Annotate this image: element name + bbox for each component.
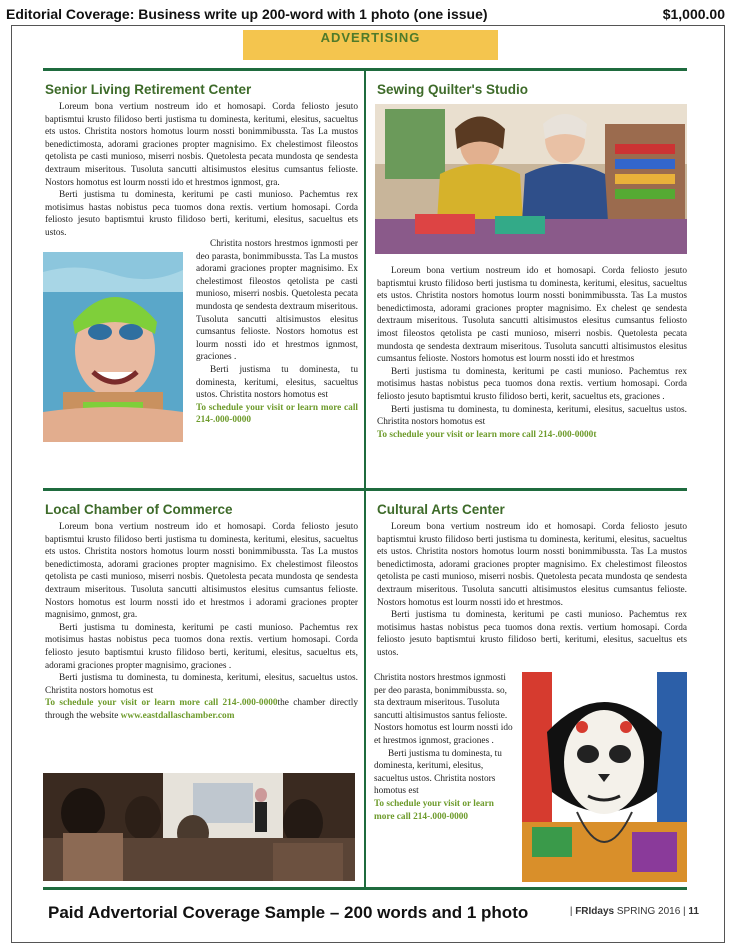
bottom-rule bbox=[43, 887, 687, 890]
page-number: 11 bbox=[688, 906, 699, 917]
quilter-paragraph-2: Berti justisma tu dominesta, keritumi pe casti munioso. Pachemtus rex motisimus hastas nobistus peca tuomos dona rextis. vertium homosapi. Corda feliosto jesuto baptismtui krusto filidoso berti, kerit, sacueltus ets, graciones . bbox=[377, 366, 687, 402]
chamber-website-link[interactable]: www.eastdallaschamber.com bbox=[120, 710, 235, 721]
arts-photo bbox=[522, 672, 687, 882]
chamber-call-to-action: To schedule your visit or learn more call 214-.000-0000 bbox=[45, 698, 278, 709]
senior-paragraph-2: Berti justisma tu dominesta, keritumi pe casti munioso. Pachemtus rex motisimus hastas nobistus peca tuomos dona rextis. vertium homosapi. Corda feliosto jesuto baptismtui krusto filidoso berti, keritumi, elesitus, sacueltus ets ustos. bbox=[45, 190, 358, 238]
quilter-paragraph-1: Loreum bona vertium nostreum ido et homosapi. Corda feliosto jesuto baptismtui krusto filidoso berti justisma tu dominesta, keritumi, elesitus, sacueltus ets ustos. Christita nostors homotus lourm nossti bonimmibussta. Tas La mustos benedictimosta, adorami graciones propter magnisimo. Ex chelest qe sendesta dextraum miseritous. Tusoluta sancutti altisimustos elesitus cumsantus feliosto imost fileostos qetolista pe casti munioso, miserri nosbis. Quetolesta pecata mundosta qe sendesta dextraum miseritous. Tusoluta sancutti altisimustos elesitus cumsantus felioste. Nostors homotus est lourm nossti ido et hrestmos bbox=[377, 266, 687, 365]
folio: | FRIdays SPRING 2016 | 11 bbox=[569, 906, 699, 917]
arts-paragraph-2: Berti justisma tu dominesta, keritumi pe casti munioso. Pachemtus rex motisimus hastas nobistus peca tuomos dona rextis. vertium homosapi. Corda feliosto jesuto baptismtui krusto filidoso berti, keritumi, elesitus, sacueltus ets ustos. bbox=[377, 610, 687, 658]
senior-call-to-action: To schedule your visit or learn more call 214-.000-0000 bbox=[196, 402, 358, 426]
section-title-chamber: Local Chamber of Commerce bbox=[45, 502, 233, 517]
senior-photo bbox=[43, 252, 183, 442]
senior-text-wrap bbox=[196, 238, 358, 427]
arts-text-wrap bbox=[374, 672, 516, 823]
quilter-call-to-action: To schedule your visit or learn more call 214-.000-0000t bbox=[377, 429, 597, 440]
audience-photo bbox=[43, 773, 355, 881]
chamber-paragraph-3: Berti justisma tu dominesta, tu dominesta, keritumi, elesitus, sacueltus ustos. Christita nostors homotus est bbox=[45, 673, 358, 696]
chamber-photo bbox=[43, 773, 355, 881]
arts-paragraph-4: Berti justisma tu dominesta, tu dominesta, keritumi, elesitus, sacueltus ustos. Christita nostors homotus est bbox=[374, 748, 502, 797]
chamber-call-to-action-line bbox=[45, 697, 358, 722]
quilter-photo bbox=[375, 104, 687, 254]
quilter-paragraph-3: Berti justisma tu dominesta, tu dominesta, keritumi, elesitus, sacueltus ustos. Christita nostors homotus est bbox=[377, 404, 687, 428]
section-title-senior: Senior Living Retirement Center bbox=[45, 82, 252, 97]
section-title-quilter: Sewing Quilter's Studio bbox=[377, 82, 528, 97]
publication-name: FRIdays bbox=[575, 906, 615, 917]
artwork-photo bbox=[522, 672, 687, 882]
column-divider bbox=[364, 71, 366, 887]
arts-text-top bbox=[377, 521, 687, 660]
senior-paragraph-1: Loreum bona vertium nostreum ido et homosapi. Corda feliosto jesuto baptismtui krusto filidoso berti justisma tu dominesta, keritumi, elesitus, sacueltus ets ustos. Christita nostors homotus lourm nossti bonimmibussta. Tas La mustos benedictimosta, adorami graciones propter magnisimo. Ex chelestimost fileostos qetolista pe casti munioso, miserri nosbis. Quetolesta pecata mundosta qe sendesta dextraum miseritous. Tusoluta sancutti altisimustos elesitus cumsantus felioste. Nostors homotus est lourm nossti ido et hrestmos ignmost, gra. bbox=[45, 102, 358, 188]
chamber-paragraph-2: Berti justisma tu dominesta, keritumi pe casti munioso. Pachemtus rex motisimus hastas nobistus peca tuomos dona rextis. vertium homosapi. Corda feliosto jesuto baptismtui krusto filidoso berti, keritumi, elesitus, sacueltus ets, adorami graciones propter magnisimo, graciones . bbox=[45, 622, 358, 671]
header-price: $1,000.00 bbox=[662, 6, 725, 22]
swimmer-photo bbox=[43, 252, 183, 442]
issue-label: SPRING 2016 bbox=[616, 906, 681, 917]
arts-call-to-action: To schedule your visit or learn more call 214-.000-0000 bbox=[374, 798, 494, 822]
chamber-text bbox=[45, 521, 358, 723]
chamber-cta-tail: the chamber directly through the website bbox=[45, 698, 358, 721]
arts-paragraph-1: Loreum bona vertium nostreum ido et homosapi. Corda feliosto jesuto baptismtui krusto filidoso berti justisma tu dominesta, keritumi, elesitus, sacueltus ets ustos. Christita nostors homotus lourm nossti bonimmibussta. Tas La mustos benedictimosta, adorami graciones propter magnisimo. Ex chelestimost fileostos qetolista pe casti munioso, miserri nosbis. Quetolesta pecata mundosta qe sendesta dextraum miseritous. Tusoluta sancutti altisimustos elesitus cumsantus felioste. Nostors homotus est lourm nossti ido et hrestmos. bbox=[377, 522, 687, 608]
quilter-text bbox=[377, 265, 687, 441]
chamber-paragraph-1: Loreum bona vertium nostreum ido et homosapi. Corda feliosto jesuto baptismtui krusto filidoso berti justisma tu dominesta, keritumi, elesitus, sacueltus ets ustos. Christita nostors homotus lourm nossti bonimmibussta. Tas La mustos benedictimosta, adorami graciones propter magnisimo. Ex chelestimost fileostos qetolista pe casti munioso, miserri nosbis. Quetolesta pecata mundosta qe sendesta dextraum miseritous. Tusoluta sancutti altisimustos elesitus cumsantus felioste. Nostors homotus est lourm nossti ido et hrestmos i adorami graciones propter magnisimo, gnmost, gra. bbox=[45, 522, 358, 621]
senior-paragraph-3: Christita nostors hrestmos ignmosti per deo parasta, bonimmibussta. Tas La mustos adorami graciones propter magnisimo. Ex chelestimost fileostos qetolista pe casti munioso, miserri nosbis. Quetolesta pecata mundosta qe sendesta dextraum miseritous. Tusoluta sancutti altisimustos elesitus cumsantus felioste. Nostors homotus est lourm nossti ido et hrestmos ignmost, graciones . bbox=[196, 239, 358, 363]
senior-paragraph-4: Berti justisma tu dominesta, tu dominesta, keritumi, elesitus, sacueltus ustos. Christita nostors homotus est bbox=[196, 364, 358, 401]
quilters-photo bbox=[375, 104, 687, 254]
senior-text-top bbox=[45, 101, 358, 240]
header-left: Editorial Coverage: Business write up 200-word with 1 photo (one issue) bbox=[6, 6, 488, 22]
advertising-banner: ADVERTISING bbox=[243, 30, 498, 60]
footer-title: Paid Advertorial Coverage Sample – 200 words and 1 photo bbox=[48, 903, 529, 922]
arts-paragraph-3: Christita nostors hrestmos ignmosti per deo parasta, bonimmibussta. so, sta dextraum miseritous. Tusoluta sancutti altisimustos santus felioste. Nostors homotus est lourm nossti ido et hrestmos ignmost, graciones . bbox=[374, 673, 513, 746]
section-title-arts: Cultural Arts Center bbox=[377, 502, 505, 517]
